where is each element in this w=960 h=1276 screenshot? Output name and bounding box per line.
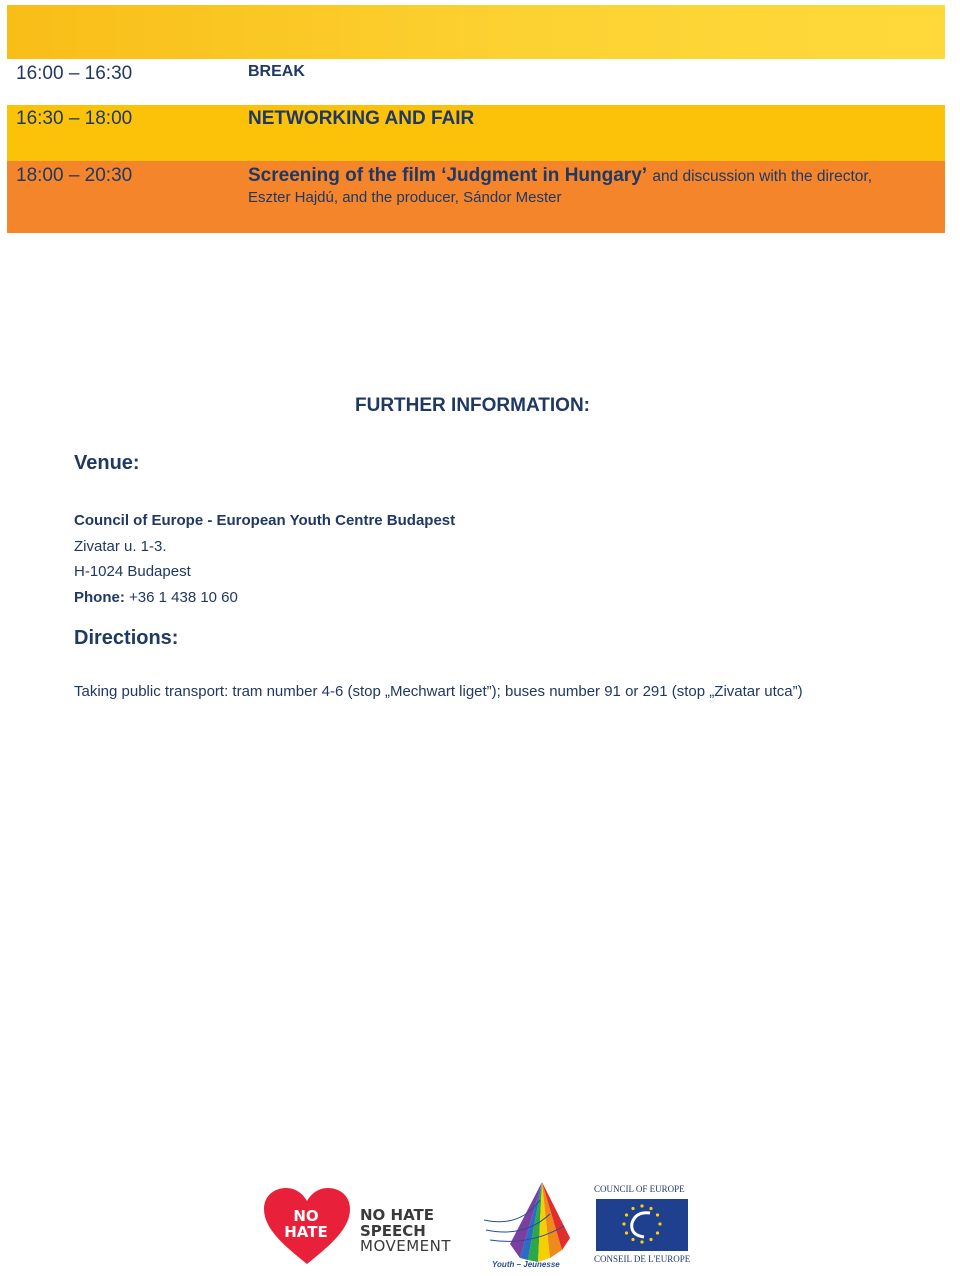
heart-text bbox=[262, 1208, 350, 1240]
wordmark-line1: NO HATE bbox=[360, 1206, 435, 1224]
council-of-europe-logo bbox=[596, 1199, 688, 1251]
row-time: 18:00 – 20:30 bbox=[16, 165, 133, 186]
schedule-table bbox=[7, 5, 945, 233]
venue-phone bbox=[74, 585, 455, 611]
youth-jeunesse-label: Youth – Jeunesse bbox=[492, 1260, 560, 1269]
heart-text-line2: HATE bbox=[284, 1223, 328, 1241]
venue-name: Council of Europe - European Youth Centre Budapest bbox=[74, 512, 456, 529]
venue-city: H-1024 Budapest bbox=[74, 563, 191, 580]
row-event: NETWORKING AND FAIR bbox=[248, 108, 475, 129]
directions-heading: Directions: bbox=[74, 627, 179, 649]
venue-street: Zivatar u. 1-3. bbox=[74, 537, 167, 555]
eu-stars-icon bbox=[596, 1199, 688, 1251]
wordmark-line3: MOVEMENT bbox=[360, 1237, 452, 1255]
further-info-heading: FURTHER INFORMATION: bbox=[355, 395, 591, 416]
schedule-row-networking bbox=[7, 105, 945, 161]
coe-label-en: COUNCIL OF EUROPE bbox=[594, 1184, 685, 1194]
row-time: 16:00 – 16:30 bbox=[16, 63, 133, 84]
venue-heading: Venue: bbox=[74, 452, 140, 474]
transport-directions: Taking public transport: tram number 4-6 (stop „Mechwart liget”); buses number 91 or 291 (stop „Zivatar utca”) bbox=[74, 683, 803, 700]
partner-logos bbox=[262, 1180, 702, 1276]
coe-label-fr: CONSEIL DE L'EUROPE bbox=[594, 1254, 691, 1264]
heart-text-line1: NO bbox=[293, 1207, 319, 1225]
header-strip bbox=[7, 5, 945, 59]
film-discussion: and discussion with the director, bbox=[652, 168, 873, 185]
no-hate-heart-logo bbox=[262, 1186, 352, 1266]
film-title: Screening of the film ‘Judgment in Hungary’ bbox=[248, 165, 648, 186]
phone-number: +36 1 438 10 60 bbox=[124, 588, 238, 606]
wordmark-line2: SPEECH bbox=[360, 1221, 426, 1240]
row-event: BREAK bbox=[248, 63, 305, 80]
schedule-row-screening bbox=[7, 161, 945, 233]
film-guests: Eszter Hajdú, and the producer, Sándor Mester bbox=[248, 189, 562, 206]
schedule-row-break bbox=[7, 59, 945, 105]
no-hate-speech-movement-wordmark bbox=[360, 1208, 451, 1255]
venue-address bbox=[74, 508, 455, 610]
row-time: 16:30 – 18:00 bbox=[16, 108, 133, 129]
phone-label: Phone: bbox=[74, 588, 125, 606]
row-event bbox=[248, 165, 925, 206]
